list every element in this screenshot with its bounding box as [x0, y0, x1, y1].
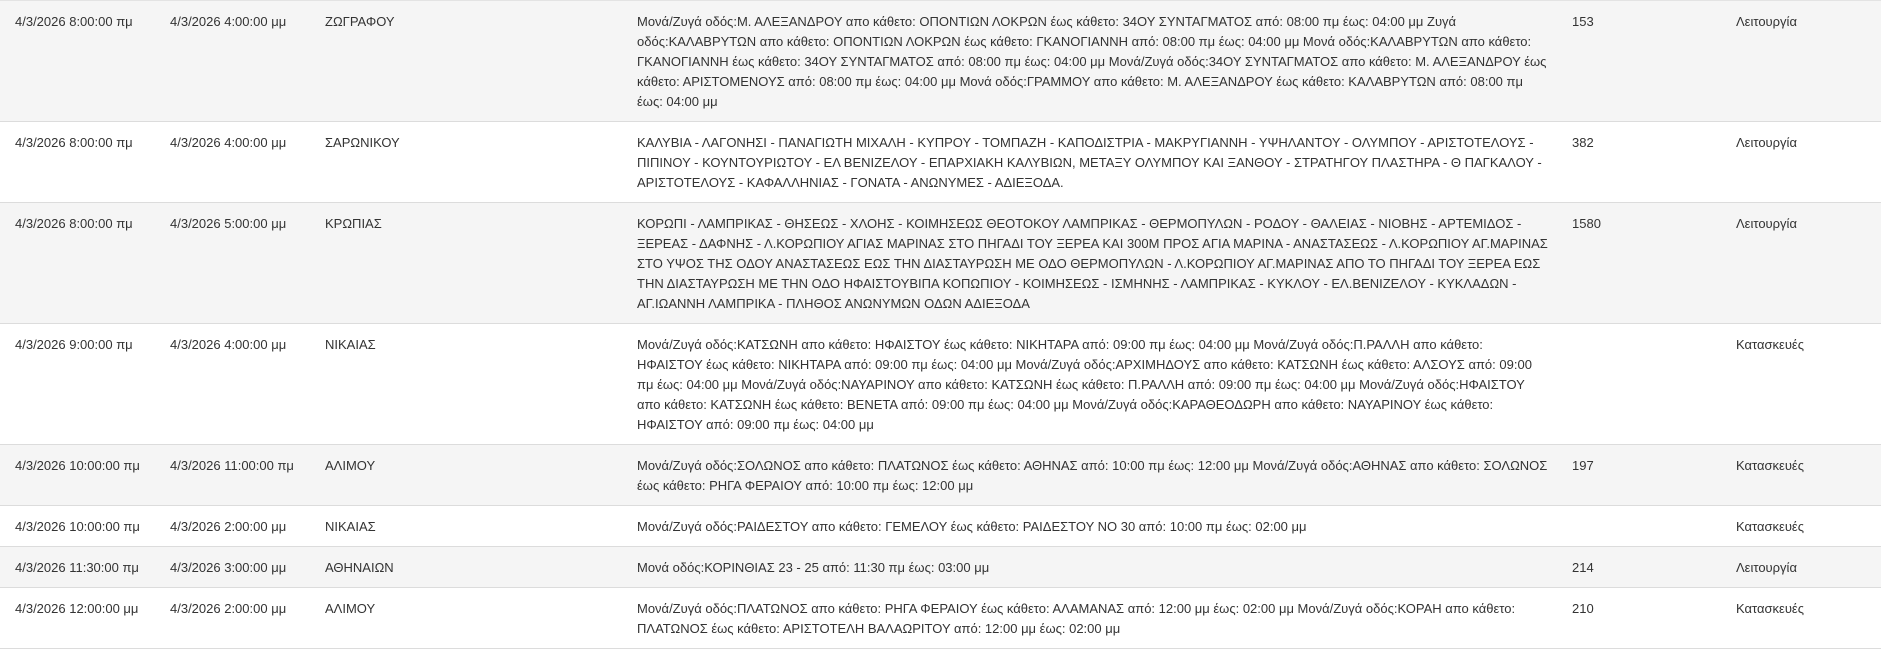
cell-end-time: 4/3/2026 4:00:00 μμ — [155, 122, 310, 203]
cell-area: ΑΘΗΝΑΙΩΝ — [310, 547, 622, 588]
cell-count: 210 — [1557, 588, 1713, 649]
cell-reason: Λειτουργία — [1713, 1, 1881, 122]
cell-start-time: 4/3/2026 10:00:00 πμ — [0, 445, 155, 506]
cell-reason: Λειτουργία — [1713, 203, 1881, 324]
cell-description: ΚΟΡΩΠΙ - ΛΑΜΠΡΙΚΑΣ - ΘΗΣΕΩΣ - ΧΛΟΗΣ - ΚΟΙΜΗΣΕΩΣ ΘΕΟΤΟΚΟΥ ΛΑΜΠΡΙΚΑΣ - ΘΕΡΜΟΠΥΛΩΝ - ΡΟΔΟΥ - ΘΑΛΕΙΑΣ - ΝΙΟΒΗΣ - ΑΡΤΕΜΙΔΟΣ - ΞΕΡΕΑΣ - ΔΑΦΝΗΣ - Λ.ΚΟΡΩΠΙΟΥ ΑΓΙΑΣ ΜΑΡΙΝΑΣ ΣΤΟ ΠΗΓΑΔΙ ΤΟΥ ΞΕΡΕΑ ΚΑΙ 300Μ ΠΡΟΣ ΑΓΙΑ ΜΑΡΙΝΑ - ΑΝΑΣΤΑΣΕΩΣ - Λ.ΚΟΡΩΠΙΟΥ ΑΓ.ΜΑΡΙΝΑΣ ΣΤΟ ΥΨΟΣ ΤΗΣ ΟΔΟΥ ΑΝΑΣΤΑΣΕΩΣ ΕΩΣ ΤΗΝ ΔΙΑΣΤΑΥΡΩΣΗ ΜΕ ΟΔΟ ΘΕΡΜΟΠΥΛΩΝ - Λ.ΚΟΡΩΠΙΟΥ ΑΓ.ΜΑΡΙΝΑΣ ΑΠΟ ΤΟ ΠΗΓΑΔΙ ΤΟΥ ΞΕΡΕΑ ΕΩΣ ΤΗΝ ΔΙΑΣΤΑΥΡΩΣΗ ΜΕ ΤΗΝ ΟΔΟ ΗΦΑΙΣΤΟΥΒΙΠΑ ΚΟΠΩΠΙΟΥ - ΚΟΙΜΗΣΕΩΣ - ΙΣΜΗΝΗΣ - ΛΑΜΠΡΙΚΑΣ - ΚΥΚΛΟΥ - ΕΛ.ΒΕΝΙΖΕΛΟΥ - ΚΥΚΛΑΔΩΝ - ΑΓ.ΙΩΑΝΝΗ ΛΑΜΠΡΙΚΑ - ΠΛΗΘΟΣ ΑΝΩΝΥΜΩΝ ΟΔΩΝ ΑΔΙΕΞΟΔΑ — [622, 203, 1557, 324]
table-row — [0, 122, 1881, 203]
cell-end-time: 4/3/2026 4:00:00 μμ — [155, 1, 310, 122]
cell-description: Μονά/Ζυγά οδός:ΚΑΤΣΩΝΗ απο κάθετο: ΗΦΑΙΣΤΟΥ έως κάθετο: ΝΙΚΗΤΑΡΑ από: 09:00 πμ έως: 04:00 μμ Μονά/Ζυγά οδός:Π.ΡΑΛΛΗ απο κάθετο: ΗΦΑΙΣΤΟΥ έως κάθετο: ΝΙΚΗΤΑΡΑ από: 09:00 πμ έως: 04:00 μμ Μονά/Ζυγά οδός:ΑΡΧΙΜΗΔΟΥΣ απο κάθετο: ΚΑΤΣΩΝΗ έως κάθετο: ΑΛΣΟΥΣ από: 09:00 πμ έως: 04:00 μμ Μονά/Ζυγά οδός:ΝΑΥΑΡΙΝΟΥ απο κάθετο: ΚΑΤΣΩΝΗ έως κάθετο: Π.ΡΑΛΛΗ από: 09:00 πμ έως: 04:00 μμ Μονά/Ζυγά οδός:ΗΦΑΙΣΤΟΥ απο κάθετο: ΚΑΤΣΩΝΗ έως κάθετο: ΒΕΝΕΤΑ από: 09:00 πμ έως: 04:00 μμ Μονά/Ζυγά οδός:ΚΑΡΑΘΕΟΔΩΡΗ απο κάθετο: ΝΑΥΑΡΙΝΟΥ έως κάθετο: ΗΦΑΙΣΤΟΥ από: 09:00 πμ έως: 04:00 μμ — [622, 324, 1557, 445]
cell-count: 214 — [1557, 547, 1713, 588]
cell-end-time: 4/3/2026 2:00:00 μμ — [155, 588, 310, 649]
cell-start-time: 4/3/2026 10:00:00 πμ — [0, 506, 155, 547]
cell-end-time: 4/3/2026 11:00:00 πμ — [155, 445, 310, 506]
cell-area: ΝΙΚΑΙΑΣ — [310, 506, 622, 547]
cell-reason: Κατασκευές — [1713, 506, 1881, 547]
cell-start-time: 4/3/2026 8:00:00 πμ — [0, 1, 155, 122]
cell-start-time: 4/3/2026 11:30:00 πμ — [0, 547, 155, 588]
table-row — [0, 506, 1881, 547]
cell-description: Μονά/Ζυγά οδός:ΠΛΑΤΩΝΟΣ απο κάθετο: ΡΗΓΑ ΦΕΡΑΙΟΥ έως κάθετο: ΑΛΑΜΑΝΑΣ από: 12:00 μμ έως: 02:00 μμ Μονά/Ζυγά οδός:ΚΟΡΑΗ απο κάθετο: ΠΛΑΤΩΝΟΣ έως κάθετο: ΑΡΙΣΤΟΤΕΛΗ ΒΑΛΑΩΡΙΤΟΥ από: 12:00 μμ έως: 02:00 μμ — [622, 588, 1557, 649]
cell-area: ΝΙΚΑΙΑΣ — [310, 324, 622, 445]
cell-description: Μονά/Ζυγά οδός:ΡΑΙΔΕΣΤΟΥ απο κάθετο: ΓΕΜΕΛΟΥ έως κάθετο: ΡΑΙΔΕΣΤΟΥ ΝΟ 30 από: 10:00 πμ έως: 02:00 μμ — [622, 506, 1557, 547]
table-row — [0, 324, 1881, 445]
cell-start-time: 4/3/2026 9:00:00 πμ — [0, 324, 155, 445]
cell-area: ΑΛΙΜΟΥ — [310, 445, 622, 506]
cell-area: ΑΛΙΜΟΥ — [310, 588, 622, 649]
cell-reason: Κατασκευές — [1713, 445, 1881, 506]
cell-end-time: 4/3/2026 4:00:00 μμ — [155, 324, 310, 445]
cell-description: ΚΑΛΥΒΙΑ - ΛΑΓΟΝΗΣΙ - ΠΑΝΑΓΙΩΤΗ ΜΙΧΑΛΗ - ΚΥΠΡΟΥ - ΤΟΜΠΑΖΗ - ΚΑΠΟΔΙΣΤΡΙΑ - ΜΑΚΡΥΓΙΑΝΝΗ - ΥΨΗΛΑΝΤΟΥ - ΟΛΥΜΠΟΥ - ΑΡΙΣΤΟΤΕΛΟΥΣ - ΠΙΠΙΝΟΥ - ΚΟΥΝΤΟΥΡΙΩΤΟΥ - ΕΛ ΒΕΝΙΖΕΛΟΥ - ΕΠΑΡΧΙΑΚΗ ΚΑΛΥΒΙΩΝ, ΜΕΤΑΞΥ ΟΛΥΜΠΟΥ ΚΑΙ ΞΑΝΘΟΥ - ΣΤΡΑΤΗΓΟΥ ΠΛΑΣΤΗΡΑ - Θ ΠΑΓΚΑΛΟΥ - ΑΡΙΣΤΟΤΕΛΟΥΣ - ΚΑΦΑΛΛΗΝΙΑΣ - ΓΟΝΑΤΑ - ΑΝΩΝΥΜΕΣ - ΑΔΙΕΞΟΔΑ. — [622, 122, 1557, 203]
cell-description: Μονά/Ζυγά οδός:ΣΟΛΩΝΟΣ απο κάθετο: ΠΛΑΤΩΝΟΣ έως κάθετο: ΑΘΗΝΑΣ από: 10:00 πμ έως: 12:00 μμ Μονά/Ζυγά οδός:ΑΘΗΝΑΣ απο κάθετο: ΣΟΛΩΝΟΣ έως κάθετο: ΡΗΓΑ ΦΕΡΑΙΟΥ από: 10:00 πμ έως: 12:00 μμ — [622, 445, 1557, 506]
cell-end-time: 4/3/2026 5:00:00 μμ — [155, 203, 310, 324]
table-row — [0, 203, 1881, 324]
cell-description: Μονά οδός:ΚΟΡΙΝΘΙΑΣ 23 - 25 από: 11:30 πμ έως: 03:00 μμ — [622, 547, 1557, 588]
cell-count — [1557, 324, 1713, 445]
cell-count: 197 — [1557, 445, 1713, 506]
table-row — [0, 588, 1881, 649]
cell-start-time: 4/3/2026 8:00:00 πμ — [0, 122, 155, 203]
cell-start-time: 4/3/2026 12:00:00 μμ — [0, 588, 155, 649]
cell-count: 153 — [1557, 1, 1713, 122]
cell-reason: Λειτουργία — [1713, 547, 1881, 588]
cell-count — [1557, 506, 1713, 547]
cell-area: ΣΑΡΩΝΙΚΟΥ — [310, 122, 622, 203]
table-row — [0, 445, 1881, 506]
table-row — [0, 547, 1881, 588]
cell-area: ΖΩΓΡΑΦΟΥ — [310, 1, 622, 122]
cell-area: ΚΡΩΠΙΑΣ — [310, 203, 622, 324]
cell-reason: Λειτουργία — [1713, 122, 1881, 203]
cell-description: Μονά/Ζυγά οδός:Μ. ΑΛΕΞΑΝΔΡΟΥ απο κάθετο: ΟΠΟΝΤΙΩΝ ΛΟΚΡΩΝ έως κάθετο: 34ΟΥ ΣΥΝΤΑΓΜΑΤΟΣ από: 08:00 πμ έως: 04:00 μμ Ζυγά οδός:ΚΑΛΑΒΡΥΤΩΝ απο κάθετο: ΟΠΟΝΤΙΩΝ ΛΟΚΡΩΝ έως κάθετο: ΓΚΑΝΟΓΙΑΝΝΗ από: 08:00 πμ έως: 04:00 μμ Μονά οδός:ΚΑΛΑΒΡΥΤΩΝ απο κάθετο: ΓΚΑΝΟΓΙΑΝΝΗ έως κάθετο: 34ΟΥ ΣΥΝΤΑΓΜΑΤΟΣ από: 08:00 πμ έως: 04:00 μμ Μονά/Ζυγά οδός:34ΟΥ ΣΥΝΤΑΓΜΑΤΟΣ απο κάθετο: Μ. ΑΛΕΞΑΝΔΡΟΥ έως κάθετο: ΑΡΙΣΤΟΜΕΝΟΥΣ από: 08:00 πμ έως: 04:00 μμ Μονά οδός:ΓΡΑΜΜΟΥ απο κάθετο: Μ. ΑΛΕΞΑΝΔΡΟΥ έως κάθετο: ΚΑΛΑΒΡΥΤΩΝ από: 08:00 πμ έως: 04:00 μμ — [622, 1, 1557, 122]
cell-start-time: 4/3/2026 8:00:00 πμ — [0, 203, 155, 324]
cell-end-time: 4/3/2026 2:00:00 μμ — [155, 506, 310, 547]
cell-reason: Κατασκευές — [1713, 324, 1881, 445]
cell-count: 1580 — [1557, 203, 1713, 324]
table-row — [0, 1, 1881, 122]
cell-reason: Κατασκευές — [1713, 588, 1881, 649]
cell-end-time: 4/3/2026 3:00:00 μμ — [155, 547, 310, 588]
cell-count: 382 — [1557, 122, 1713, 203]
